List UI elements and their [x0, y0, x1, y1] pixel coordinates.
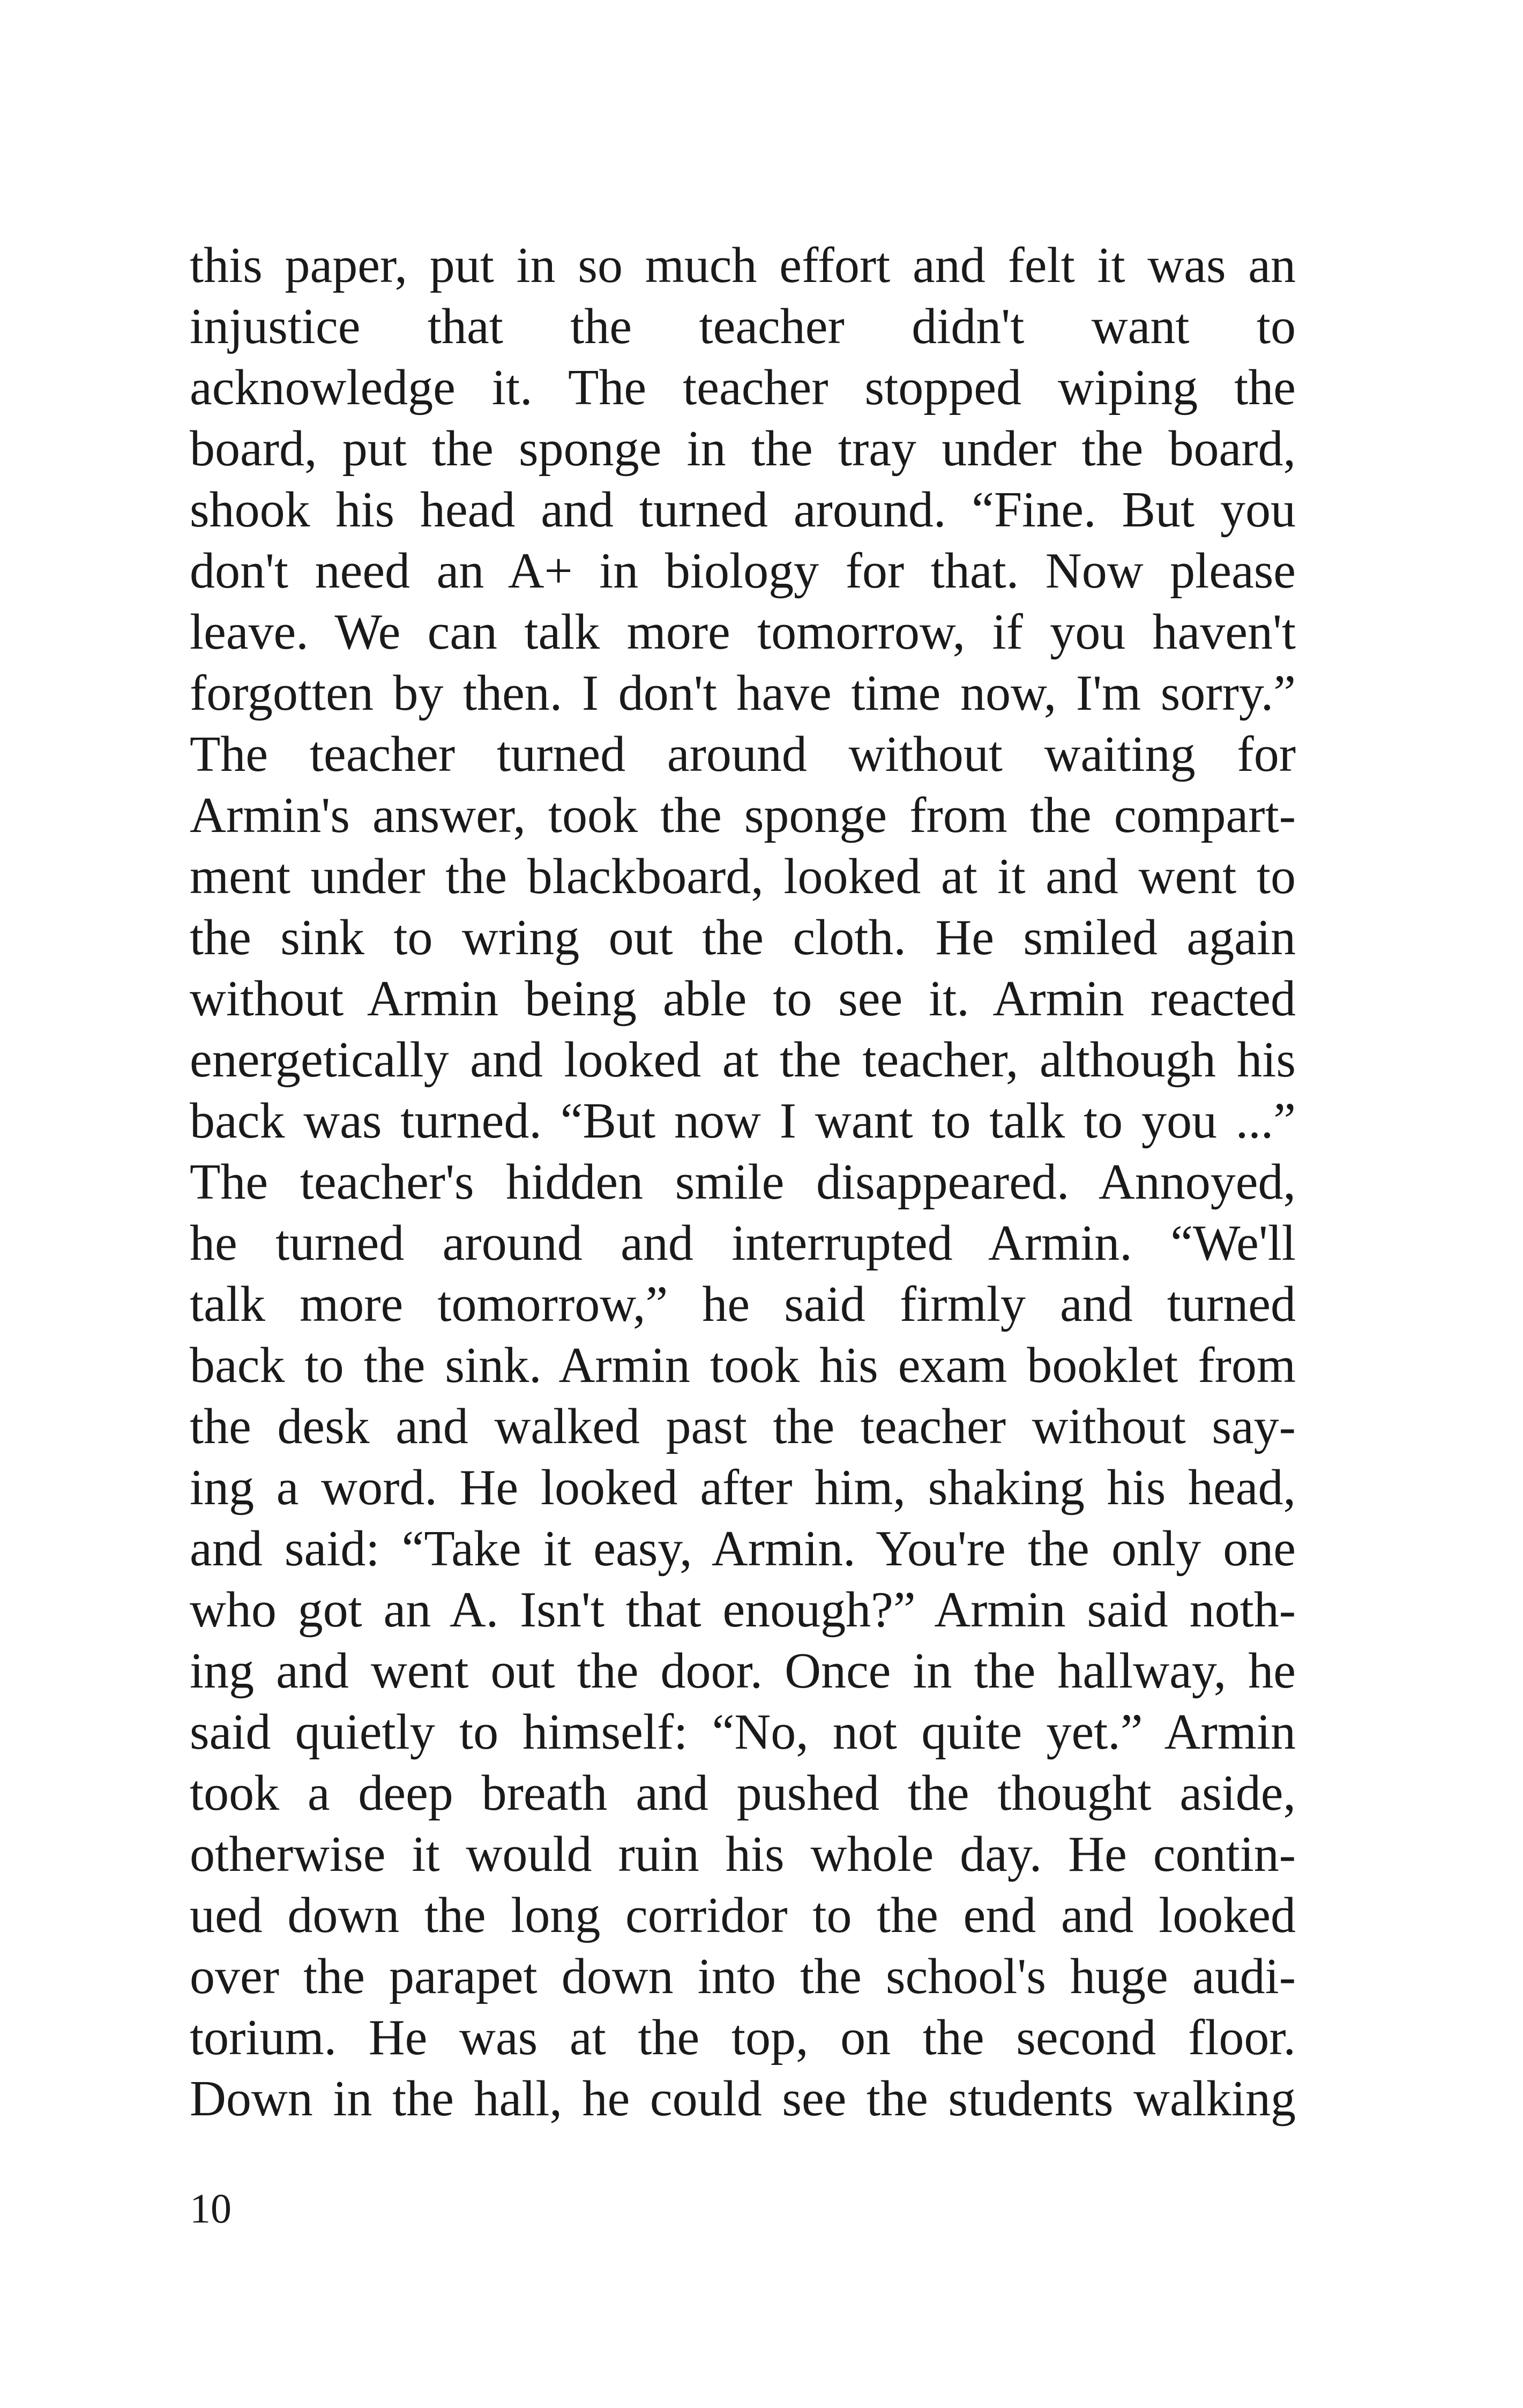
text-line: the desk and walked past the teacher without say-: [190, 1399, 1296, 1454]
text-line: said quietly to himself: “No, not quite yet.” Armin: [190, 1704, 1296, 1760]
text-line: back was turned. “But now I want to talk to you ...”: [190, 1093, 1296, 1149]
text-line: acknowledge it. The teacher stopped wiping the: [190, 360, 1296, 415]
body-text: [190, 235, 1296, 2129]
text-line: Down in the hall, he could see the students walking: [190, 2071, 1296, 2127]
text-line: The teacher's hidden smile disappeared. Annoyed,: [190, 1154, 1296, 1210]
text-line: torium. He was at the top, on the second floor.: [190, 2010, 1296, 2065]
text-line: and said: “Take it easy, Armin. You're the only one: [190, 1521, 1296, 1577]
text-line: he turned around and interrupted Armin. “We'll: [190, 1215, 1296, 1271]
text-line: without Armin being able to see it. Armin reacted: [190, 971, 1296, 1027]
text-line: ment under the blackboard, looked at it and went to: [190, 849, 1296, 904]
text-line: shook his head and turned around. “Fine. But you: [190, 482, 1296, 538]
text-line: took a deep breath and pushed the thought aside,: [190, 1765, 1296, 1821]
text-line: board, put the sponge in the tray under the board,: [190, 421, 1296, 477]
text-line: talk more tomorrow,” he said firmly and turned: [190, 1276, 1296, 1332]
text-line: injustice that the teacher didn't want to: [190, 299, 1296, 354]
text-line: over the parapet down into the school's huge audi-: [190, 1949, 1296, 2004]
text-line: energetically and looked at the teacher, although his: [190, 1032, 1296, 1088]
text-line: ing a word. He looked after him, shaking his head,: [190, 1460, 1296, 1515]
text-line: don't need an A+ in biology for that. Now please: [190, 543, 1296, 599]
text-line: this paper, put in so much effort and felt it was an: [190, 237, 1296, 293]
text-line: The teacher turned around without waiting for: [190, 726, 1296, 782]
text-line: otherwise it would ruin his whole day. He contin-: [190, 1826, 1296, 1882]
text-line: Armin's answer, took the sponge from the compart-: [190, 787, 1296, 843]
text-line: who got an A. Isn't that enough?” Armin said noth-: [190, 1582, 1296, 1638]
text-line: forgotten by then. I don't have time now, I'm sorry.”: [190, 665, 1296, 721]
text-line: the sink to wring out the cloth. He smiled again: [190, 910, 1296, 965]
text-line: back to the sink. Armin took his exam booklet from: [190, 1337, 1296, 1393]
text-line: leave. We can talk more tomorrow, if you haven't: [190, 604, 1296, 660]
text-line: ing and went out the door. Once in the hallway, he: [190, 1643, 1296, 1699]
text-line: ued down the long corridor to the end and looked: [190, 1887, 1296, 1943]
page-number: 10: [190, 2185, 232, 2232]
